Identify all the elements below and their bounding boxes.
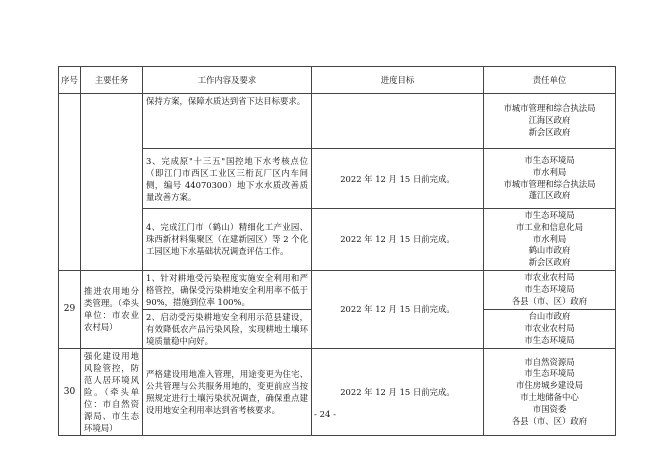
row-content: 1、针对耕地受污染程度实施安全利用和严格管控，确保受污染耕地安全利用率不低于 90%，措施到位率 100%。 bbox=[143, 270, 312, 309]
unit-item: 台山市政府 bbox=[528, 311, 571, 322]
row-no: 29 bbox=[59, 270, 81, 348]
header-task: 主要任务 bbox=[81, 67, 143, 94]
page-number: - 24 - bbox=[314, 410, 336, 420]
row-target: 2022 年 12 月 15 日前完成。 bbox=[312, 348, 484, 435]
unit-item: 江海区政府 bbox=[528, 115, 571, 126]
row-units bbox=[484, 348, 616, 435]
task-table bbox=[58, 66, 616, 436]
unit-item: 市生态环境局 bbox=[524, 154, 575, 165]
row-task: 推进农用地分类管理。（牵头单位：市农业农村局） bbox=[81, 270, 143, 348]
unit-item: 市水利局 bbox=[532, 166, 567, 177]
row-content: 2、启动受污染耕地安全利用示范县建设，有效降低农产品污染风险，实现耕地土壤环境质量稳中向好。 bbox=[143, 309, 312, 348]
row-target: 2022 年 12 月 15 日前完成。 bbox=[312, 270, 484, 348]
unit-item: 市土地储备中心 bbox=[520, 391, 579, 402]
table-row bbox=[59, 94, 616, 149]
unit-item: 市生态环境局 bbox=[524, 368, 575, 379]
unit-item: 新会区政府 bbox=[528, 257, 571, 268]
header-no: 序号 bbox=[59, 67, 81, 94]
row-units bbox=[484, 270, 616, 309]
table-row bbox=[59, 209, 616, 271]
unit-item: 市自然资源局 bbox=[524, 356, 575, 367]
row-no: 30 bbox=[59, 348, 81, 435]
header-unit: 责任单位 bbox=[484, 67, 616, 94]
row-units bbox=[484, 94, 616, 149]
unit-item: 鹤山市政府 bbox=[528, 245, 571, 256]
table-row bbox=[59, 270, 616, 309]
header-target: 进度目标 bbox=[312, 67, 484, 94]
unit-item: 市生态环境局 bbox=[524, 284, 575, 295]
row-content: 3、完成原"十三五"国控地下水考核点位（即江门市西区工业区三桁瓦厂区内车间侧，编号 44070300）地下水水质改善质量改善方案。 bbox=[143, 149, 312, 209]
unit-item: 市城市管理和综合执法局 bbox=[503, 103, 596, 114]
unit-item: 蓬江区政府 bbox=[528, 190, 571, 201]
unit-item: 市水利局 bbox=[532, 233, 567, 244]
unit-item: 市住房城乡建设局 bbox=[516, 380, 583, 391]
row-task-empty bbox=[81, 94, 143, 271]
unit-item: 各县（市、区）政府 bbox=[511, 295, 588, 306]
row-content: 严格建设用地准入管理，用途变更为住宅、公共管理与公共服务用地的，变更前应当按照规定进行土壤污染状况调查，确保重点建设用地安全利用率达到省考核要求。 bbox=[143, 348, 312, 435]
table-row bbox=[59, 149, 616, 209]
row-units bbox=[484, 309, 616, 348]
unit-item: 市农业农村局 bbox=[524, 272, 575, 283]
row-target: 2022 年 12 月 15 日前完成。 bbox=[312, 209, 484, 271]
unit-item: 新会区政府 bbox=[528, 126, 571, 137]
row-content: 保持方案，保障水质达到省下达目标要求。 bbox=[143, 94, 312, 149]
unit-item: 市国资委 bbox=[532, 403, 567, 414]
row-no-empty bbox=[59, 94, 81, 271]
row-task: 强化建设用地风险管控，防范人居环境风险。（牵头单位：市自然资源局、市生态环境局） bbox=[81, 348, 143, 435]
unit-item: 市城市管理和综合执法局 bbox=[503, 178, 596, 189]
unit-item: 市工业和信息化局 bbox=[516, 221, 583, 232]
unit-item: 市生态环境局 bbox=[524, 210, 575, 220]
row-target: 2022 年 12 月 15 日前完成。 bbox=[312, 149, 484, 209]
row-target-empty bbox=[312, 94, 484, 149]
row-content: 4、完成江门市（鹤山）精细化工产业园、珠西新材料集聚区（在建新园区）等 2 个化工园区地下水基础状况调查评估工作。 bbox=[143, 209, 312, 271]
unit-item: 各县（市、区）政府 bbox=[511, 415, 588, 426]
header-row bbox=[59, 67, 616, 94]
table-row bbox=[59, 348, 616, 435]
unit-item: 市农业农村局 bbox=[524, 323, 575, 334]
row-units bbox=[484, 149, 616, 209]
header-content: 工作内容及要求 bbox=[143, 67, 312, 94]
row-units bbox=[484, 209, 616, 271]
unit-item: 市生态环境局 bbox=[524, 334, 575, 345]
